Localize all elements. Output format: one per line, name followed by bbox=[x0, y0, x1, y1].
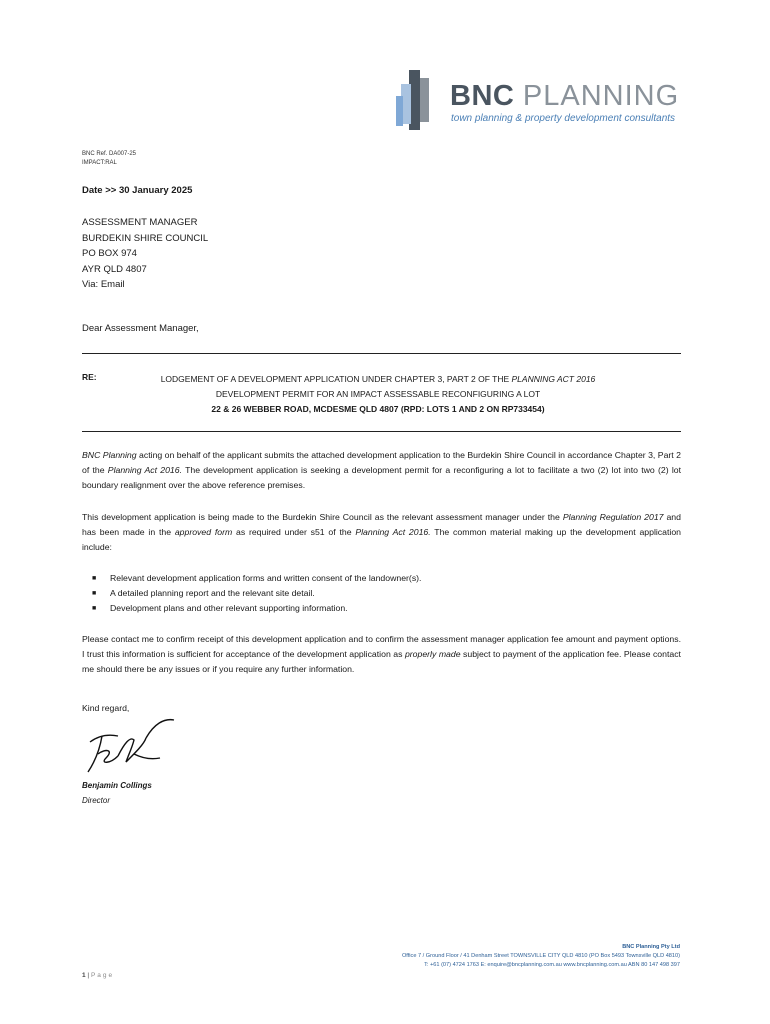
divider-bottom bbox=[82, 431, 681, 432]
page-word: Page bbox=[90, 972, 115, 979]
para3-italic: properly made bbox=[404, 649, 461, 659]
salutation: Dear Assessment Manager, bbox=[82, 323, 199, 334]
re-label: RE: bbox=[82, 372, 97, 382]
footer-contact: T: +61 (07) 4724 1763 E: enquire@bncplanning.com.au www.bncplanning.com.au ABN 80 147 498 397 bbox=[424, 962, 680, 968]
list-item bbox=[92, 586, 421, 601]
closing: Kind regard, bbox=[82, 703, 130, 713]
subject-line-3: 22 & 26 WEBBER ROAD, MCDESME QLD 4807 (RPD: LOTS 1 AND 2 ON RP733454) bbox=[211, 404, 545, 414]
subject-line-2: DEVELOPMENT PERMIT FOR AN IMPACT ASSESSABLE RECONFIGURING A LOT bbox=[215, 389, 541, 399]
address-line: Via: Email bbox=[82, 279, 125, 290]
body-paragraph-2 bbox=[82, 510, 681, 555]
footer-company: BNC Planning Pty Ltd bbox=[622, 944, 680, 950]
para1-text: acting on behalf of the applicant submits the attached development application to the Burdekin Shire Council in accordance Chapter 3, Part 2 of the bbox=[82, 450, 681, 475]
para2-text: as required under s51 of the bbox=[232, 527, 356, 537]
signer-title: Director bbox=[82, 796, 111, 805]
subject-line-1 bbox=[128, 372, 628, 387]
para2-text: This development application is being made to the Burdekin Shire Council as the relevant assessment manager under the bbox=[82, 512, 563, 522]
para2-italic: approved form bbox=[174, 527, 233, 537]
signature-icon bbox=[84, 714, 180, 776]
para3-text: subject to payment of the application fee. Please contact me should there be any issues or if you require any further information. bbox=[82, 649, 681, 674]
list-item-text: A detailed planning report and the relevant site detail. bbox=[110, 588, 315, 598]
list-item-text: Development plans and other relevant supporting information. bbox=[110, 603, 348, 613]
para1-italic: Planning Act 2016. bbox=[107, 465, 183, 475]
footer-address: Office 7 / Ground Floor / 41 Denham Street TOWNSVILLE CITY QLD 4810 (PO Box 5493 Townsville QLD 4810) bbox=[401, 953, 680, 959]
signer-name: Benjamin Collings bbox=[82, 781, 152, 790]
reference-block bbox=[82, 150, 136, 168]
para2-italic: Planning Act 2016. bbox=[355, 527, 431, 537]
divider-top bbox=[82, 353, 681, 354]
bullet-icon: ■ bbox=[92, 575, 97, 582]
body-paragraph-3 bbox=[82, 632, 681, 677]
subject-act-name: PLANNING ACT 2016 bbox=[511, 374, 596, 384]
para1-text: The development application is seeking a development permit for a reconfiguring a lot to facilitate a two (2) lot into two (2) lot boundary realignment over the above reference premises. bbox=[82, 465, 681, 490]
page-number-value: 1 bbox=[82, 972, 86, 979]
recipient-address bbox=[82, 215, 208, 293]
logo-wordmark bbox=[450, 80, 679, 113]
letter-date: Date >> 30 January 2025 bbox=[82, 185, 193, 196]
para1-italic: BNC Planning bbox=[82, 450, 137, 460]
list-item bbox=[92, 571, 421, 586]
logo-tagline: town planning & property development consultants bbox=[451, 113, 676, 124]
bullet-icon: ■ bbox=[92, 590, 97, 597]
subject-block bbox=[128, 372, 628, 417]
address-line: BURDEKIN SHIRE COUNCIL bbox=[82, 232, 209, 244]
footer bbox=[402, 943, 680, 970]
list-item-text: Relevant development application forms and written consent of the landowner(s). bbox=[110, 573, 422, 583]
para2-text: and has been made in the bbox=[82, 512, 681, 537]
logo-planning-text: PLANNING bbox=[522, 80, 680, 112]
reference-number: BNC Ref. DA007-25 bbox=[82, 151, 137, 157]
para2-text: The common material making up the development application include: bbox=[82, 527, 681, 552]
logo-bnc-text: BNC bbox=[450, 80, 515, 112]
page-separator: | bbox=[85, 972, 91, 979]
para2-italic: Planning Regulation 2017 bbox=[562, 512, 664, 522]
body-paragraph-1 bbox=[82, 448, 681, 493]
address-line: PO BOX 974 bbox=[82, 248, 137, 259]
reference-code: IMPACT:RAL bbox=[82, 160, 117, 166]
address-line: ASSESSMENT MANAGER bbox=[82, 217, 198, 228]
bnc-logo-icon bbox=[396, 70, 436, 130]
page-number bbox=[82, 972, 114, 979]
subject-line-1-text: LODGEMENT OF A DEVELOPMENT APPLICATION UNDER CHAPTER 3, PART 2 OF THE bbox=[160, 374, 512, 384]
bullet-list bbox=[92, 571, 421, 616]
para3-text: Please contact me to confirm receipt of this development application and to confirm the assessment manager application fee amount and payment options. I trust this information is sufficient for acceptance of the development application as bbox=[82, 634, 681, 659]
list-item bbox=[92, 601, 421, 616]
address-line: AYR QLD 4807 bbox=[82, 263, 147, 275]
bullet-icon: ■ bbox=[92, 605, 97, 612]
